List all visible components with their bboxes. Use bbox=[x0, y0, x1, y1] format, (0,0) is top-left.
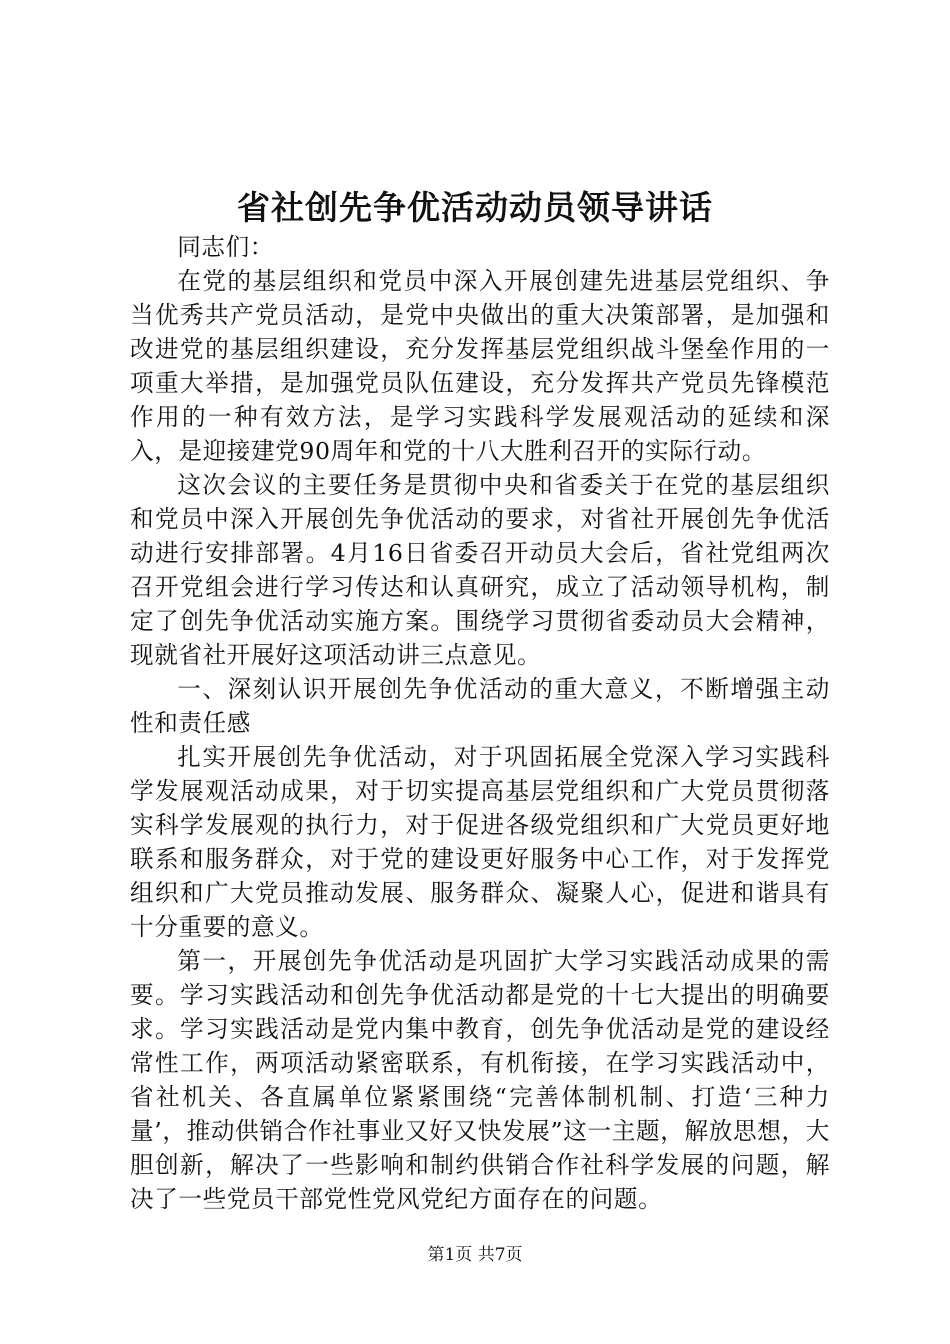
paragraph-1: 在党的基层组织和党员中深入开展创建先进基层党组织、争当优秀共产党员活动，是党中央做出的重大决策部署，是加强和改进党的基层组织建设，充分发挥基层党组织战斗堡垒作用的一项重大举措，是加强党员队伍建设，充分发挥共产党员先锋模范作用的一种有效方法，是学习实践科学发展观活动的延续和深入，是迎接建党90周年和党的十八大胜利召开的实际行动。 bbox=[130, 267, 830, 465]
paragraph-3: 扎实开展创先争优活动，对于巩固拓展全党深入学习实践科学发展观活动成果，对于切实提高基层党组织和广大党员贯彻落实科学发展观的执行力，对于促进各级党组织和广大党员更好地联系和服务群众，对于党的建设更好服务中心工作，对于发挥党组织和广大党员推动发展、服务群众、凝聚人心，促进和谐具有十分重要的意义。 bbox=[130, 743, 830, 941]
salutation: 同志们： bbox=[177, 233, 274, 261]
document-title: 省社创先争优活动动员领导讲话 bbox=[237, 188, 713, 227]
paragraph-4: 第一，开展创先争优活动是巩固扩大学习实践活动成果的需要。学习实践活动和创先争优活动都是党的十七大提出的明确要求。学习实践活动是党内集中教育，创先争优活动是党的建设经常性工作，两项活动紧密联系，有机衔接，在学习实践活动中，省社机关、各直属单位紧紧围绕“完善体制机制、打造‘三种力量’，推动供销合作社事业又好又快发展”这一主题，解放思想，大胆创新，解决了一些影响和制约供销合作社科学发展的问题，解决了一些党员干部党性党风党纪方面存在的问题。 bbox=[130, 947, 830, 1213]
document-body bbox=[130, 230, 830, 1216]
section-heading-1: 一、深刻认识开展创先争优活动的重大意义，不断增强主动性和责任感 bbox=[130, 675, 830, 737]
page-number: 第1页 共7页 bbox=[427, 1245, 523, 1265]
paragraph-2: 这次会议的主要任务是贯彻中央和省委关于在党的基层组织和党员中深入开展创先争优活动的要求，对省社开展创先争优活动进行安排部署。4月16日省委召开动员大会后，省社党组两次召开党组会进行学习传达和认真研究，成立了活动领导机构，制定了创先争优活动实施方案。围绕学习贯彻省委动员大会精神，现就省社开展好这项活动讲三点意见。 bbox=[130, 471, 830, 669]
